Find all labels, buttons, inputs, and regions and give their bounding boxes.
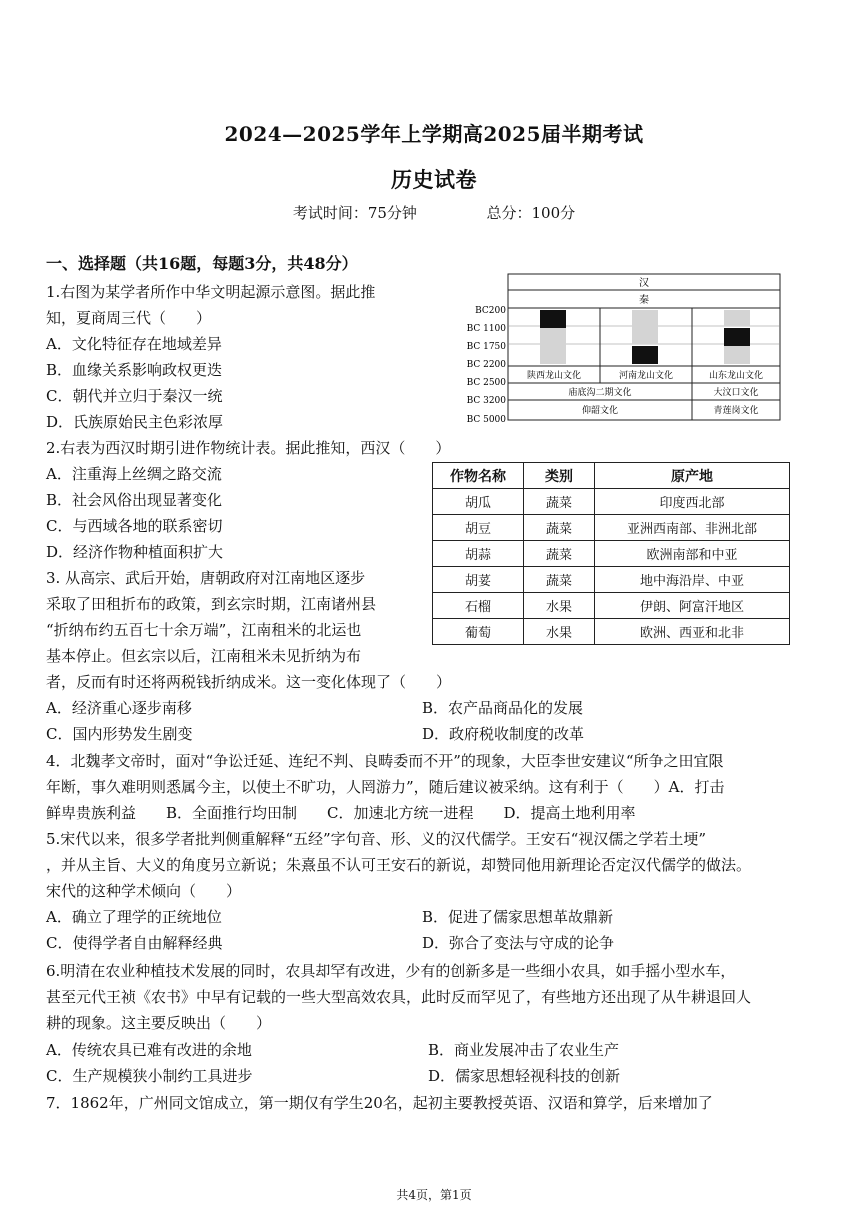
bar-shandong-gray xyxy=(724,310,750,326)
q3-option-b: B．农产品商品化的发展 xyxy=(422,699,584,717)
q1-option-d: D．氏族原始民主色彩浓厚 xyxy=(46,413,224,431)
q6-line2: 甚至元代王祯《农书》中早有记载的一些大型高效农具，此时反而罕见了，有些地方还出现了从牛耕退回人 xyxy=(46,988,752,1006)
q3-line1: 3. 从高宗、武后开始，唐朝政府对江南地区逐步 xyxy=(46,569,366,587)
table-row xyxy=(433,541,790,567)
cell: 伊朗、阿富汗地区 xyxy=(595,593,790,619)
q3-line3: “折纳布约五百七十余万端”，江南租米的北运也 xyxy=(46,621,362,639)
q5-line3: 宋代的这种学术倾向（ ） xyxy=(46,882,242,900)
q6-line1: 6.明清在农业种植技术发展的同时，农具却罕有改进，少有的创新多是一些细小农具，如手摇小型水车， xyxy=(46,962,736,980)
cell: 印度西北部 xyxy=(595,489,790,515)
cell: 蔬菜 xyxy=(524,515,595,541)
cell: 葡萄 xyxy=(433,619,524,645)
q3-line4: 基本停止。但玄宗以后，江南租米未见折纳为布 xyxy=(46,647,362,665)
q2-option-b: B．社会风俗出现显著变化 xyxy=(46,491,223,509)
q6-option-b: B．商业发展冲击了农业生产 xyxy=(428,1041,620,1059)
q1-option-c: C．朝代并立归于秦汉一统 xyxy=(46,387,223,405)
q5-option-a: A．确立了理学的正统地位 xyxy=(46,908,222,926)
bar-henan-gray xyxy=(632,310,658,344)
cell: 欧洲、西亚和北非 xyxy=(595,619,790,645)
label-han: 汉 xyxy=(639,278,649,289)
page-footer: 共4页，第1页 xyxy=(396,1188,472,1202)
table-row xyxy=(433,619,790,645)
exam-info xyxy=(0,202,868,223)
q5-line2: ，并从主旨、大义的角度另立新说；朱熹虽不认可王安石的新说，却赞同他用新理论否定汉代儒学的做法。 xyxy=(46,856,752,874)
cell: 蔬菜 xyxy=(524,489,595,515)
q4-line1: 4．北魏孝文帝时，面对“争讼迁延、连纪不判、良畴委而不开”的现象，大臣李世安建议“所争之田宜限 xyxy=(46,752,724,770)
col-crop-name: 作物名称 xyxy=(433,463,524,489)
q5-option-c: C．使得学者自由解释经典 xyxy=(46,934,223,952)
civilization-origin-diagram xyxy=(460,272,790,426)
q5-line1: 5.宋代以来，很多学者批判侧重解释“五经”字句音、形、义的汉代儒学。王安石“视汉儒之学若土埂” xyxy=(46,830,706,848)
bar-shandong-dark xyxy=(724,328,750,346)
y-label-bc5000: BC 5000 xyxy=(466,415,506,425)
q2-stem: 2.右表为西汉时期引进作物统计表。据此推知，西汉（ ） xyxy=(46,439,451,457)
q2-option-a: A．注重海上丝绸之路交流 xyxy=(46,465,222,483)
label-qin: 秦 xyxy=(639,295,649,306)
col-category: 类别 xyxy=(524,463,595,489)
cell: 水果 xyxy=(524,593,595,619)
q6-option-c: C．生产规模狭小制约工具进步 xyxy=(46,1067,253,1085)
q1-option-b: B．血缘关系影响政权更迭 xyxy=(46,361,223,379)
q3-option-d: D．政府税收制度的改革 xyxy=(422,725,585,743)
exam-title: 2024—2025学年上学期高2025届半期考试 xyxy=(224,122,644,146)
q6-line3: 耕的现象。这主要反映出（ ） xyxy=(46,1014,272,1032)
cell: 蔬菜 xyxy=(524,541,595,567)
y-label-bc1100: BC 1100 xyxy=(466,324,506,334)
cell: 石榴 xyxy=(433,593,524,619)
bar-shandong-gray2 xyxy=(724,346,750,364)
cell: 地中海沿岸、中亚 xyxy=(595,567,790,593)
q3-option-c: C．国内形势发生剧变 xyxy=(46,725,193,743)
q1-option-a: A．文化特征存在地域差异 xyxy=(46,335,222,353)
y-label-bc2500: BC 2500 xyxy=(466,378,506,388)
diagram-svg xyxy=(460,272,790,426)
exam-time: 考试时间：75分钟 xyxy=(292,204,417,222)
q4-line3: 鲜卑贵族利益 B．全面推行均田制 C．加速北方统一进程 D．提高土地利用率 xyxy=(46,804,636,822)
q3-line5: 者，反而有时还将两税钱折纳成米。这一变化体现了（ ） xyxy=(46,673,452,691)
y-label-bc200: BC200 xyxy=(475,306,506,316)
label-culture-qinglian: 青莲岗文化 xyxy=(713,406,759,416)
table-header-row xyxy=(433,463,790,489)
q2-option-d: D．经济作物种植面积扩大 xyxy=(46,543,224,561)
cell: 胡蒜 xyxy=(433,541,524,567)
y-label-bc1750: BC 1750 xyxy=(466,342,506,352)
col-origin: 原产地 xyxy=(595,463,790,489)
label-culture-henan: 河南龙山文化 xyxy=(618,371,674,381)
q6-option-d: D．儒家思想轻视科技的创新 xyxy=(428,1067,621,1085)
table-row xyxy=(433,489,790,515)
q5-option-b: B．促进了儒家思想革故鼎新 xyxy=(422,908,614,926)
label-culture-miaodigou: 庙底沟二期文化 xyxy=(568,388,632,398)
q2-option-c: C．与西域各地的联系密切 xyxy=(46,517,223,535)
cell: 胡荽 xyxy=(433,567,524,593)
table-row xyxy=(433,567,790,593)
q7-line1: 7．1862年，广州同文馆成立，第一期仅有学生20名，起初主要教授英语、汉语和算学，后来增加了 xyxy=(46,1094,713,1112)
y-label-bc2200: BC 2200 xyxy=(466,360,506,370)
section-heading: 一、选择题（共16题，每题3分，共48分） xyxy=(46,254,358,273)
q3-option-a: A．经济重心逐步南移 xyxy=(46,699,192,717)
q1-stem-line2: 知，夏商周三代（ ） xyxy=(46,309,212,327)
cell: 欧洲南部和中亚 xyxy=(595,541,790,567)
cell: 胡瓜 xyxy=(433,489,524,515)
y-label-bc3200: BC 3200 xyxy=(466,396,506,406)
exam-score: 总分：100分 xyxy=(486,204,576,222)
label-culture-yangshao: 仰韶文化 xyxy=(581,406,619,416)
bar-shaanxi-gray xyxy=(540,328,566,364)
cell: 亚洲西南部、非洲北部 xyxy=(595,515,790,541)
label-culture-dawenkou: 大汶口文化 xyxy=(713,388,759,398)
q1-stem-line1: 1.右图为某学者所作中华文明起源示意图。据此推 xyxy=(46,283,376,301)
bar-henan-dark xyxy=(632,346,658,364)
cell: 蔬菜 xyxy=(524,567,595,593)
q3-line2: 采取了田租折布的政策，到玄宗时期，江南诸州县 xyxy=(46,595,377,613)
cell: 水果 xyxy=(524,619,595,645)
table-row xyxy=(433,515,790,541)
crop-table xyxy=(432,462,790,645)
label-culture-shandong: 山东龙山文化 xyxy=(708,371,764,381)
q5-option-d: D．弥合了变法与守成的论争 xyxy=(422,934,615,952)
q4-line2: 年断，事久难明则悉属今主，以使土不旷功，人罔游力”，随后建议被采纳。这有利于（ ）A．打击 xyxy=(46,778,725,796)
bar-shaanxi-dark xyxy=(540,310,566,328)
cell: 胡豆 xyxy=(433,515,524,541)
exam-subject: 历史试卷 xyxy=(391,167,477,192)
q6-option-a: A．传统农具已难有改进的余地 xyxy=(46,1041,252,1059)
table-row xyxy=(433,593,790,619)
label-culture-shaanxi: 陕西龙山文化 xyxy=(526,371,582,381)
